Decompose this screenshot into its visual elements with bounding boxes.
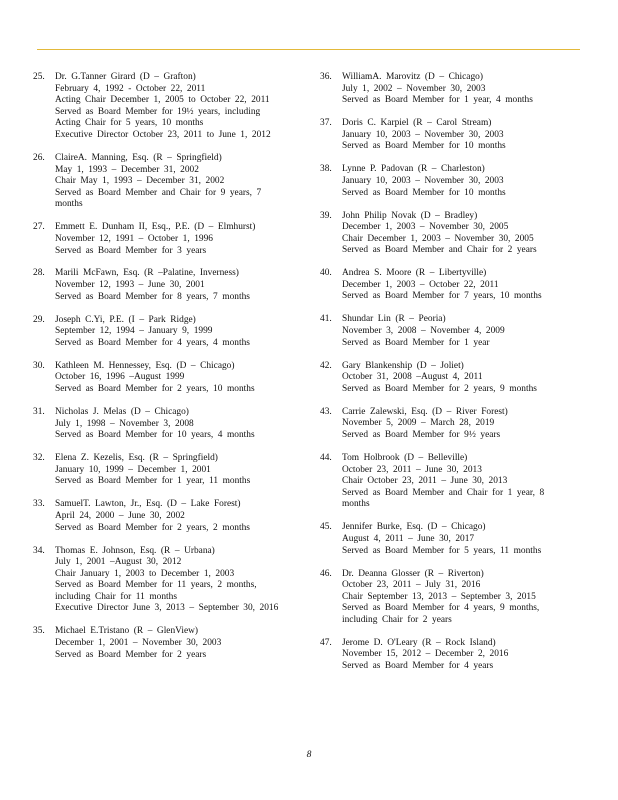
member-entry: [33, 222, 285, 257]
member-name: Dr. G.Tanner Girard (D – Grafton): [55, 72, 196, 82]
entry-line: Served as Board Member for 5 years, 11 months: [342, 545, 542, 556]
member-name: Carrie Zalewski, Esq. (D – River Forest): [342, 406, 508, 417]
member-name: Jennifer Burke, Esq. (D – Chicago): [342, 522, 486, 533]
entry-line: November 5, 2009 – March 28, 2019: [342, 418, 495, 429]
member-name: John Philip Novak (D – Bradley): [342, 210, 478, 221]
entry-line: Served as Board Member for 7 years, 10 months: [342, 291, 542, 302]
entry-number: 35.: [33, 626, 45, 637]
member-name: Dr. Deanna Glosser (R – Riverton): [342, 568, 484, 579]
entry-line: Chair September 13, 2013 – September 3, 2015: [342, 591, 536, 602]
entry-line: November 12, 1991 – October 1, 1996: [55, 233, 213, 244]
entry-line: Served as Board Member for 4 years, 9 months, including Chair for 2 years: [342, 603, 540, 625]
entry-line: January 10, 2003 – November 30, 2003: [342, 175, 504, 186]
member-name: Gary Blankenship (D – Joliet): [342, 360, 464, 371]
entry-number: 36.: [320, 72, 332, 82]
member-name: Thomas E. Johnson, Esq. (R – Urbana): [55, 545, 215, 556]
entry-line: November 3, 2008 – November 4, 2009: [342, 326, 505, 337]
header-rule: [37, 49, 580, 50]
member-entry: [33, 407, 285, 442]
member-entry: [33, 315, 285, 350]
entry-line: Served as Board Member for 9½ years: [342, 429, 501, 440]
member-name: Lynne P. Padovan (R – Charleston): [342, 164, 485, 175]
entry-line: May 1, 1993 – December 31, 2002: [55, 164, 199, 175]
entry-line: January 10, 2003 – November 30, 2003: [342, 129, 504, 140]
entry-line: Served as Board Member for 1 year, 11 months: [55, 476, 251, 487]
entry-line: Served as Board Member for 1 year: [342, 337, 490, 348]
member-name: Joseph C.Yi, P.E. (I – Park Ridge): [55, 314, 196, 325]
entry-line: November 15, 2012 – December 2, 2016: [342, 649, 509, 660]
member-entry: [33, 153, 285, 211]
member-name: ClaireA. Manning, Esq. (R – Springfield): [55, 152, 222, 163]
entry-line: Chair May 1, 1993 – December 31, 2002: [55, 176, 225, 187]
entry-number: 32.: [33, 453, 45, 464]
entry-line: Served as Board Member and Chair for 9 years, 7 months: [55, 187, 262, 210]
member-entry: [320, 453, 572, 511]
entry-number: 41.: [320, 314, 332, 325]
member-name: Marili McFawn, Esq. (R –Palatine, Inverness): [55, 268, 239, 279]
entry-number: 44.: [320, 452, 332, 463]
member-entry: [320, 361, 572, 396]
member-entry: [33, 546, 285, 616]
entry-line: November 12, 1993 – June 30, 2001: [55, 280, 205, 291]
member-entry: [33, 361, 285, 396]
entry-line: October 23, 2011 – June 30, 2013: [342, 464, 482, 475]
entry-line: Served as Board Member for 1 year, 4 months: [342, 95, 533, 106]
entry-line: Served as Board Member for 10 years, 4 months: [55, 430, 255, 441]
member-entry: [320, 638, 572, 673]
entry-line: Served as Board Member for 2 years, 2 months: [55, 522, 250, 533]
entry-line: December 1, 2001 – November 30, 2003: [55, 638, 222, 649]
entry-number: 38.: [320, 164, 332, 175]
entry-line: Chair December 1, 2003 – November 30, 2005: [342, 233, 534, 244]
entry-line: October 31, 2008 –August 4, 2011: [342, 372, 483, 383]
entry-number: 27.: [33, 222, 45, 233]
member-name: Doris C. Karpiel (R – Carol Stream): [342, 118, 492, 129]
member-entry: [320, 268, 572, 303]
entry-line: Acting Chair December 1, 2005 to October 22, 2011: [55, 95, 270, 106]
member-name: WilliamA. Marovitz (D – Chicago): [342, 72, 483, 82]
entry-number: 33.: [33, 499, 45, 510]
member-name: Tom Holbrook (D – Belleville): [342, 452, 468, 463]
entry-number: 47.: [320, 637, 332, 648]
entry-number: 34.: [33, 545, 45, 556]
entry-number: 40.: [320, 268, 332, 279]
member-entry: [320, 164, 572, 199]
entry-number: 31.: [33, 407, 45, 417]
member-entry: [33, 499, 285, 534]
member-name: SamuelT. Lawton, Jr., Esq. (D – Lake Forest): [55, 499, 241, 510]
entry-line: October 23, 2011 – July 31, 2016: [342, 580, 481, 591]
entry-line: January 10, 1999 – December 1, 2001: [55, 464, 211, 475]
member-entry: [320, 522, 572, 557]
entry-line: Served as Board Member for 3 years: [55, 245, 207, 256]
entry-line: September 12, 1994 – January 9, 1999: [55, 326, 213, 337]
entry-line: Served as Board Member for 4 years: [342, 661, 494, 672]
entry-line: August 4, 2011 – June 30, 2017: [342, 533, 475, 544]
member-entry: [320, 211, 572, 257]
entry-number: 37.: [320, 118, 332, 129]
entry-number: 26.: [33, 152, 45, 163]
member-entry: [320, 569, 572, 627]
entry-line: Chair January 1, 2003 to December 1, 2003: [55, 568, 235, 579]
member-entry: [33, 453, 285, 488]
entry-line: April 24, 2000 – June 30, 2002: [55, 510, 185, 521]
member-entry: [33, 626, 285, 661]
entry-line: July 1, 2002 – November 30, 2003: [342, 83, 486, 94]
member-entry: [320, 118, 572, 153]
entry-line: Executive Director October 23, 2011 to June 1, 2012: [55, 129, 271, 140]
entry-number: 42.: [320, 360, 332, 371]
entry-line: December 1, 2003 – October 22, 2011: [342, 279, 499, 290]
entry-number: 43.: [320, 406, 332, 417]
entry-line: Executive Director June 3, 2013 – September 30, 2016: [55, 603, 279, 614]
entry-number: 39.: [320, 210, 332, 221]
entry-line: Served as Board Member for 10 months: [342, 141, 506, 152]
member-entry: [320, 72, 572, 107]
entry-line: February 4, 1992 - October 22, 2011: [55, 83, 206, 94]
entry-line: October 16, 1996 –August 1999: [55, 372, 185, 383]
entry-line: July 1, 1998 – November 3, 2008: [55, 418, 194, 429]
member-name: Emmett E. Dunham II, Esq., P.E. (D – Elmhurst): [55, 222, 256, 233]
member-name: Andrea S. Moore (R – Libertyville): [342, 268, 487, 279]
entry-line: July 1, 2001 –August 30, 2012: [55, 557, 182, 568]
entry-line: Served as Board Member for 10 months: [342, 187, 506, 198]
entry-number: 30.: [33, 360, 45, 371]
member-entry: [320, 314, 572, 349]
entry-line: Chair October 23, 2011 – June 30, 2013: [342, 476, 508, 487]
member-name: Elena Z. Kezelis, Esq. (R – Springfield): [55, 453, 218, 464]
page-number: 8: [306, 750, 312, 760]
entry-line: Served as Board Member for 4 years, 4 months: [55, 337, 250, 348]
entry-line: Served as Board Member and Chair for 1 year, 8 months: [342, 487, 545, 510]
entry-line: December 1, 2003 – November 30, 2005: [342, 222, 509, 233]
entry-number: 45.: [320, 522, 332, 533]
member-name: Shundar Lin (R – Peoria): [342, 314, 446, 325]
entry-line: Served as Board Member for 11 years, 2 months, including Chair for 11 months: [55, 580, 257, 602]
member-entry: [33, 268, 285, 303]
entry-line: Served as Board Member and Chair for 2 years: [342, 245, 537, 256]
member-entry: [320, 407, 572, 442]
entry-line: Served as Board Member for 2 years, 10 months: [55, 384, 255, 395]
entry-line: Served as Board Member for 19½ years, including: [55, 106, 261, 117]
entry-number: 28.: [33, 268, 45, 279]
entry-line: Served as Board Member for 2 years, 9 months: [342, 383, 537, 394]
left-column: [33, 72, 285, 673]
entry-number: 29.: [33, 314, 45, 325]
member-entry: [33, 72, 285, 142]
member-name: Kathleen M. Hennessey, Esq. (D – Chicago): [55, 360, 235, 371]
entry-number: 46.: [320, 568, 332, 579]
entry-line: Served as Board Member for 2 years: [55, 649, 207, 660]
member-name: Jerome D. O'Leary (R – Rock Island): [342, 637, 496, 648]
entry-number: 25.: [33, 72, 45, 82]
entry-line: Acting Chair for 5 years, 10 months: [55, 118, 204, 129]
member-name: Nicholas J. Melas (D – Chicago): [55, 407, 189, 417]
entry-line: Served as Board Member for 8 years, 7 months: [55, 291, 250, 302]
member-name: Michael E.Tristano (R – GlenView): [55, 626, 199, 637]
right-column: [320, 72, 572, 684]
